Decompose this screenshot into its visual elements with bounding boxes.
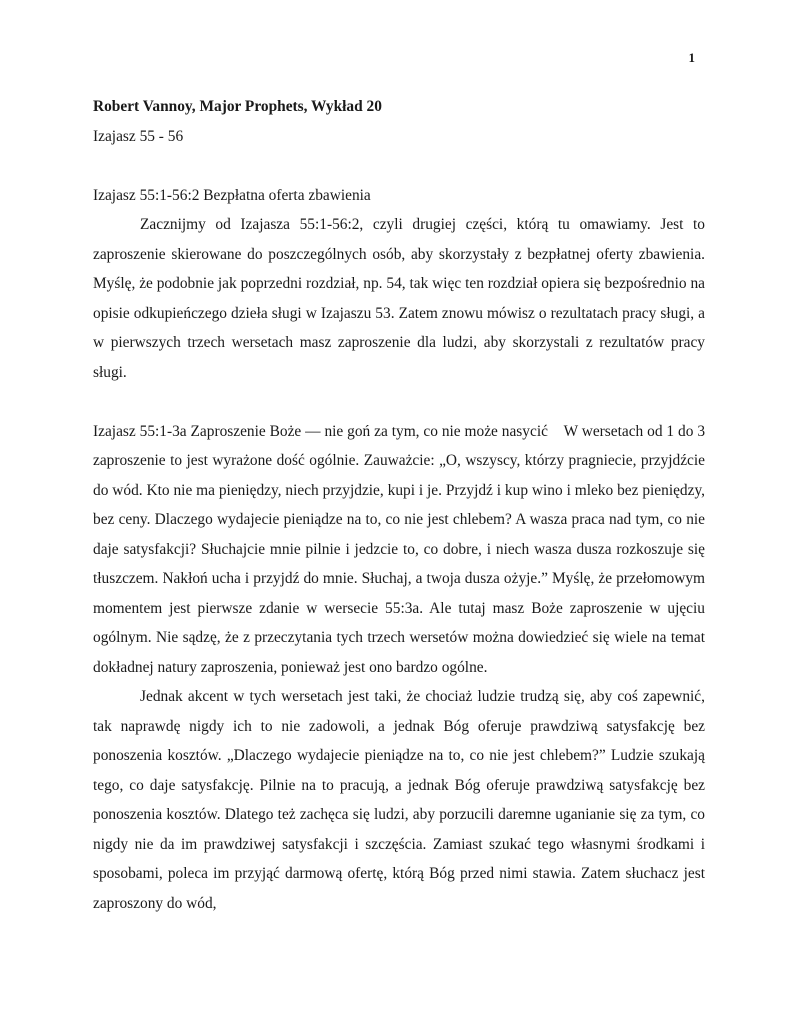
section-paragraph-with-heading xyxy=(93,417,705,683)
blank-line xyxy=(93,151,705,181)
page-number: 1 xyxy=(688,50,695,65)
section-paragraph: Zacznijmy od Izajasza 55:1-56:2, czyli drugiej części, którą tu omawiamy. Jest to zaproszenie skierowane do poszczególnych osób, aby skorzystały z bezpłatnej oferty zbawienia. Myślę, że podobnie jak poprzedni rozdział, np. 54, tak więc ten rozdział opiera się bezpośrednio na opisie odkupieńczego dzieła sługi w Izajaszu 53. Zatem znowu mówisz o rezultatach pracy sługi, a w pierwszych trzech wersetach masz zaproszenie dla ludzi, aby skorzystali z rezultatów pracy sługi. xyxy=(93,216,705,381)
section-heading: Izajasz 55:1-3a Zaproszenie Boże — nie goń za tym, co nie może nasycić xyxy=(93,422,548,440)
blank-line xyxy=(93,387,705,417)
document-subtitle: Izajasz 55 - 56 xyxy=(93,127,184,145)
section-heading: Izajasz 55:1-56:2 Bezpłatna oferta zbawienia xyxy=(93,186,371,204)
document-title: Robert Vannoy, Major Prophets, Wykład 20 xyxy=(93,98,382,115)
document-body xyxy=(93,92,705,918)
section-paragraph: Jednak akcent w tych wersetach jest taki, że chociaż ludzie trudzą się, aby coś zapewnić, tak naprawdę nigdy ich to nie zadowoli, a jednak Bóg oferuje prawdziwą satysfakcję bez ponoszenia kosztów. „Dlaczego wydajecie pieniądze na to, co nie jest chlebem?” Ludzie szukają tego, co daje satysfakcję. Pilnie na to pracują, a jednak Bóg oferuje prawdziwą satysfakcję bez ponoszenia kosztów. Dlatego też zachęca się ludzi, aby porzucili daremne uganianie się za tym, co nigdy nie da im prawdziwej satysfakcji i szczęścia. Zamiast szukać tego własnymi środkami i sposobami, poleca im przyjąć darmową ofertę, którą Bóg przed nimi stawia. Zatem słuchacz jest zaproszony do wód, xyxy=(93,688,705,912)
section-paragraph: W wersetach od 1 do 3 zaproszenie to jest wyrażone dość ogólnie. Zauważcie: „O, wszyscy, którzy pragniecie, przyjdźcie do wód. Kto nie ma pieniędzy, niech przyjdzie, kupi i je. Przyjdź i kup wino i mleko bez pieniędzy, bez ceny. Dlaczego wydajecie pieniądze na to, co nie jest chlebem? A wasza praca nad tym, co nie daje satysfakcji? Słuchajcie mnie pilnie i jedzcie to, co dobre, i niech wasza dusza rozkoszuje się tłuszczem. Nakłoń ucha i przyjdź do mnie. Słuchaj, a twoja dusza ożyje.” Myślę, że przełomowym momentem jest pierwsze zdanie w wersecie 55:3a. Ale tutaj masz Boże zaproszenie w ujęciu ogólnym. Nie sądzę, że z przeczytania tych trzech wersetów można dowiedzieć się wiele na temat dokładnej natury zaproszenia, ponieważ jest ono bardzo ogólne. xyxy=(93,422,706,676)
